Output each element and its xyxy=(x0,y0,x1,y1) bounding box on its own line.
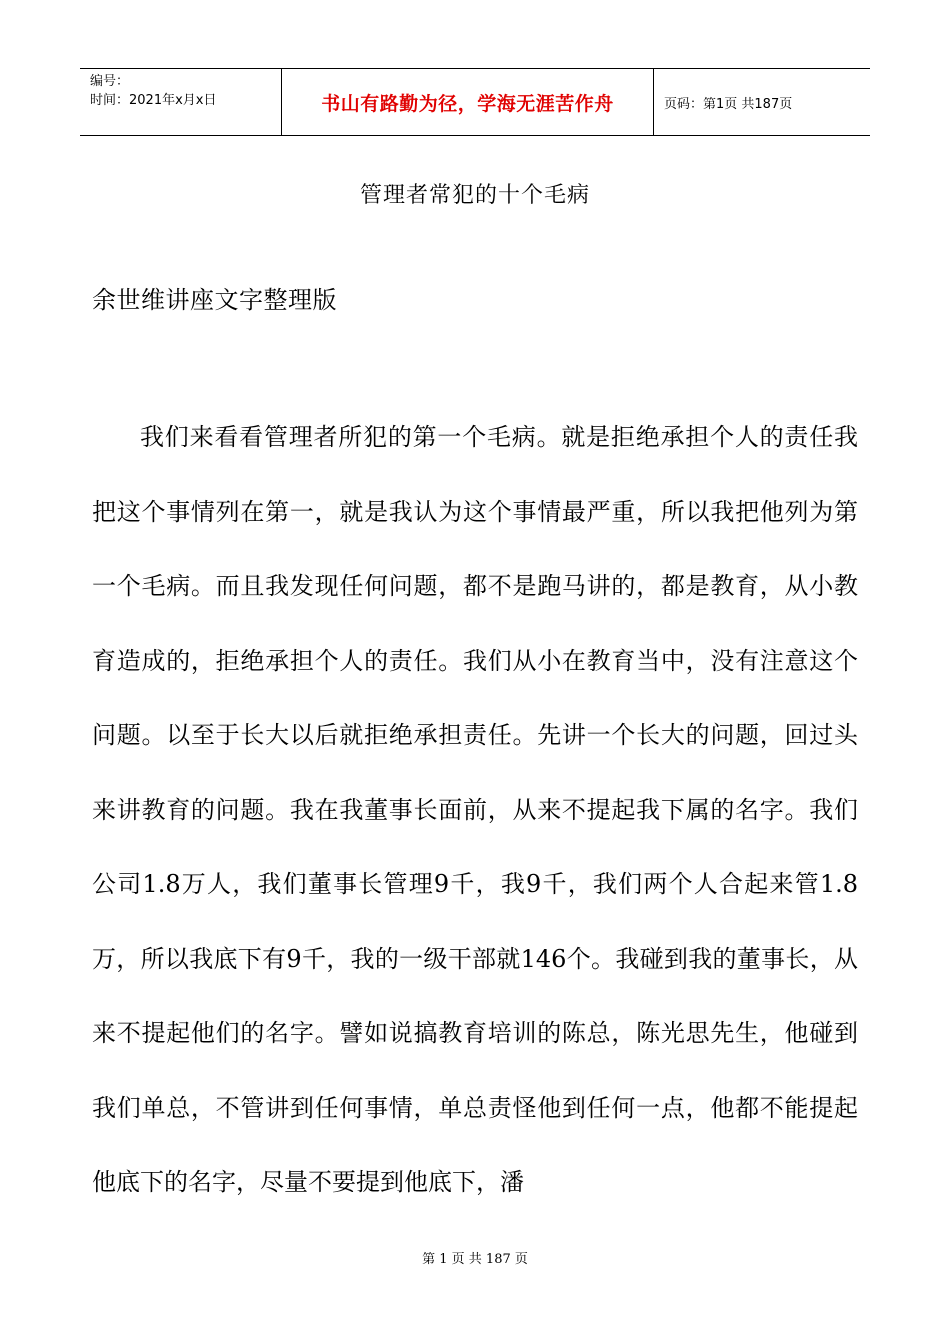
page-footer: 第 1 页 共 187 页 xyxy=(422,1252,528,1267)
document-subtitle: 余世维讲座文字整理版 xyxy=(92,286,337,314)
time-label: 时间：2021年x月x日 xyxy=(90,93,217,108)
page-header xyxy=(80,68,870,136)
header-meta xyxy=(80,69,282,135)
motto-text: 书山有路勤为径，学海无涯苦作舟 xyxy=(321,92,614,115)
header-motto-cell xyxy=(282,69,654,135)
page-info-text: 页码：第1页 共187页 xyxy=(664,96,793,112)
header-page-info xyxy=(654,69,870,135)
document-title: 管理者常犯的十个毛病 xyxy=(359,183,590,208)
body-paragraph: 我们来看看管理者所犯的第一个毛病。就是拒绝承担个人的责任我把这个事情列在第一，就是我认为这个事情最严重，所以我把他列为第一个毛病。而且我发现任何问题，都不是跑马讲的，都是教育，从小教育造成的，拒绝承担个人的责任。我们从小在教育当中，没有注意这个问题。以至于长大以后就拒绝承担责任。先讲一个长大的问题，回过头来讲教育的问题。我在我董事长面前，从来不提起我下属的名字。我们公司1.8万人，我们董事长管理9千，我9千，我们两个人合起来管1.8万，所以我底下有9千，我的一级干部就146个。我碰到我的董事长，从来不提起他们的名字。譬如说搞教育培训的陈总，陈光思先生，他碰到我们单总，不管讲到任何事情，单总责怪他到任何一点，他都不能提起他底下的名字，尽量不要提到他底下，潘 xyxy=(92,423,858,1196)
serial-label: 编号： xyxy=(90,74,130,89)
